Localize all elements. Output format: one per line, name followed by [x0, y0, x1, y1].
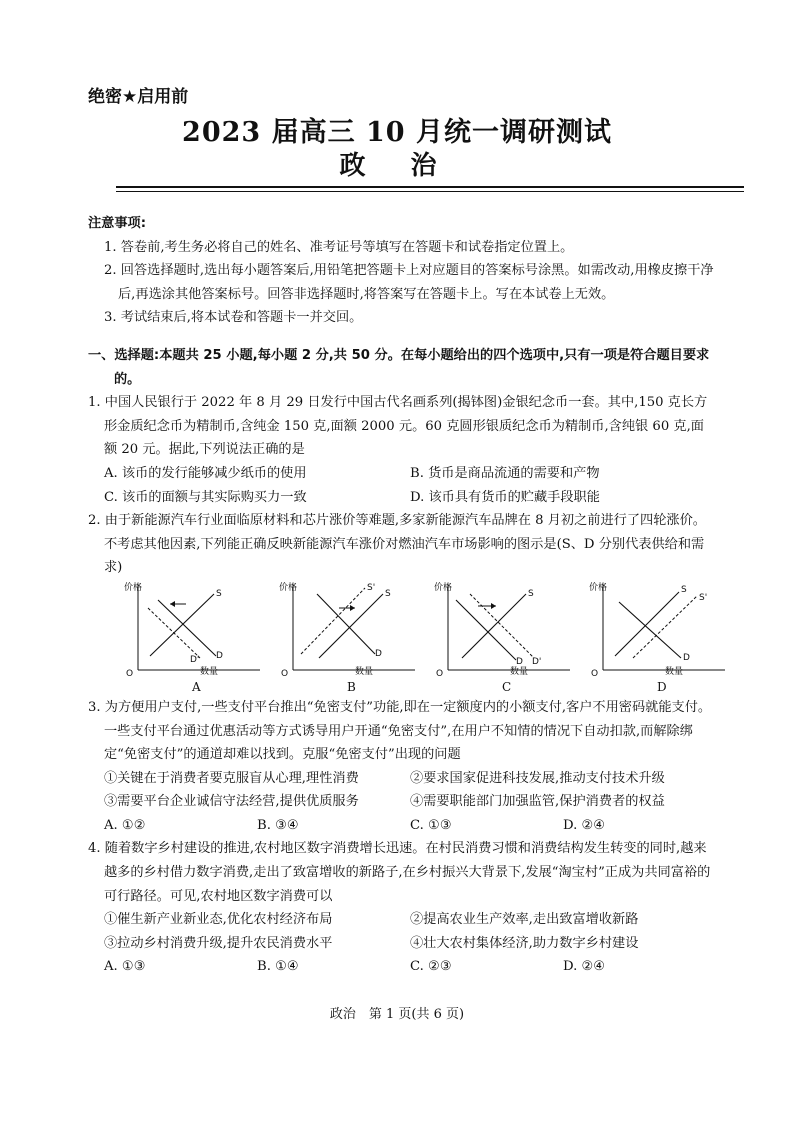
- question-stem: 2. 由于新能源汽车行业面临原材料和芯片涨价等难题,多家新能源汽车品牌在 8 月初之前进行了四轮涨价。不考虑其他因素,下列能正确反映新能源汽车涨价对燃油汽车市场影响的图示是(S、D 分别代表供给和需求): [88, 513, 706, 576]
- statement-row: [88, 790, 716, 814]
- statement-4: ④壮大农村集体经济,助力数字乡村建设: [410, 935, 639, 951]
- header-rule-thin: [116, 191, 744, 192]
- option-c[interactable]: C. ②③: [410, 959, 452, 975]
- x-axis-label: 数量: [355, 666, 374, 676]
- exam-body: [88, 212, 716, 979]
- supply-label: S: [528, 588, 534, 599]
- subject-title: 政 治: [339, 151, 455, 181]
- option-row: [88, 486, 716, 510]
- graph-a[interactable]: [124, 580, 264, 676]
- option-b[interactable]: B. 货币是商品流通的需要和产物: [410, 465, 600, 481]
- supply-label: S: [385, 588, 391, 599]
- graph-d[interactable]: [589, 580, 729, 676]
- option-row: [88, 955, 716, 979]
- y-axis-label: 价格: [589, 582, 608, 593]
- shifted-label: D': [532, 656, 542, 667]
- origin-label: O: [126, 668, 134, 676]
- header-rule-thick: [116, 186, 744, 188]
- graph-label-d: D: [657, 679, 667, 694]
- question-stem: 4. 随着数字乡村建设的推进,农村地区数字消费增长迅速。在村民消费习惯和消费结构发生转变的同时,越来越多的乡村借力数字消费,走出了致富增收的新路子,在乡村振兴大背景下,发展“淘宝村”正成为共同富裕的可行路径。可见,农村地区数字消费可以: [88, 841, 711, 904]
- statement-3: ③拉动乡村消费升级,提升农民消费水平: [104, 935, 333, 951]
- section-heading: 一、选择题:本题共 25 小题,每小题 2 分,共 50 分。在每小题给出的四个选项中,只有一项是符合题目要求的。: [88, 347, 710, 387]
- statement-row: [88, 767, 716, 791]
- question-stem: 3. 为方便用户支付,一些支付平台推出“免密支付”功能,即在一定额度内的小额支付,客户不用密码就能支付。一些支付平台通过优惠活动等方式诱导用户开通“免密支付”,在用户不知情的情况下自动扣款,而解除绑定“免密支付”的通道却难以找到。克服“免密支付”出现的问题: [88, 699, 712, 763]
- demand-label: D: [375, 648, 382, 659]
- supply-label: S: [681, 584, 687, 595]
- origin-label: O: [281, 668, 289, 676]
- graph-c[interactable]: [434, 580, 574, 676]
- option-b[interactable]: B. ①④: [257, 959, 299, 975]
- y-axis-label: 价格: [124, 582, 143, 593]
- statement-3: ③需要平台企业诚信守法经营,提供优质服务: [104, 794, 359, 810]
- confidential-label: 绝密★启用前: [88, 87, 189, 107]
- graph-label-c: C: [502, 679, 512, 694]
- notice-item: 3. 考试结束后,将本试卷和答题卡一并交回。: [104, 310, 363, 326]
- graph-label-a: A: [192, 679, 201, 694]
- statement-2: ②提高农业生产效率,走出致富增收新路: [410, 912, 639, 928]
- statement-row: [88, 932, 716, 956]
- graph-label-b: B: [347, 679, 356, 694]
- notice-heading: 注意事项:: [88, 216, 147, 231]
- shifted-label: D': [190, 654, 200, 665]
- statement-4: ④需要职能部门加强监管,保护消费者的权益: [410, 794, 665, 810]
- x-axis-label: 数量: [665, 666, 684, 676]
- origin-label: O: [591, 668, 599, 676]
- demand-label: D: [683, 652, 690, 663]
- page-footer: 政治 第 1 页(共 6 页): [329, 1007, 465, 1022]
- option-row: [88, 462, 716, 486]
- shifted-label: S': [367, 582, 376, 593]
- statement-row: [88, 908, 716, 932]
- option-a[interactable]: A. 该币的发行能够减少纸币的使用: [104, 465, 307, 481]
- question-stem: 1. 中国人民银行于 2022 年 8 月 29 日发行中国古代名画系列(揭钵图)金银纪念币一套。其中,150 克长方形金质纪念币为精制币,含纯金 150 克,面额 2000 元。60 克圆形银质纪念币为精制币,含纯银 60 克,面额 20 元。据此,下列说法正确的是: [88, 395, 708, 458]
- supply-demand-graphs: [104, 580, 716, 696]
- y-axis-label: 价格: [279, 582, 298, 593]
- demand-label: D: [216, 650, 223, 661]
- option-c[interactable]: C. 该币的面额与其实际购买力一致: [104, 489, 307, 505]
- shifted-label: S': [699, 592, 708, 603]
- option-d[interactable]: D. ②④: [563, 817, 606, 833]
- statement-1: ①催生新产业新业态,优化农村经济布局: [104, 912, 333, 928]
- option-row: [88, 814, 716, 838]
- exam-title: 2023 届高三 10 月统一调研测试: [182, 117, 612, 148]
- option-b[interactable]: B. ③④: [257, 817, 299, 833]
- statement-1: ①关键在于消费者要克服盲从心理,理性消费: [104, 770, 359, 786]
- demand-label: D: [516, 656, 523, 667]
- x-axis-label: 数量: [510, 666, 529, 676]
- option-a[interactable]: A. ①③: [104, 959, 146, 975]
- notice-item: 2. 回答选择题时,选出每小题答案后,用铅笔把答题卡上对应题目的答案标号涂黑。如需改动,用橡皮擦干净后,再选涂其他答案标号。回答非选择题时,将答案写在答题卡上。写在本试卷上无效。: [104, 263, 714, 302]
- option-d[interactable]: D. 该币具有货币的贮藏手段职能: [410, 489, 600, 505]
- option-a[interactable]: A. ①②: [104, 817, 146, 833]
- option-c[interactable]: C. ①③: [410, 817, 452, 833]
- supply-label: S: [216, 588, 222, 599]
- y-axis-label: 价格: [434, 582, 453, 593]
- option-d[interactable]: D. ②④: [563, 959, 606, 975]
- notice-item: 1. 答卷前,考生务必将自己的姓名、准考证号等填写在答题卡和试卷指定位置上。: [104, 239, 574, 255]
- x-axis-label: 数量: [200, 666, 219, 676]
- graph-b[interactable]: [279, 580, 419, 676]
- statement-2: ②要求国家促进科技发展,推动支付技术升级: [410, 770, 665, 786]
- origin-label: O: [436, 668, 444, 676]
